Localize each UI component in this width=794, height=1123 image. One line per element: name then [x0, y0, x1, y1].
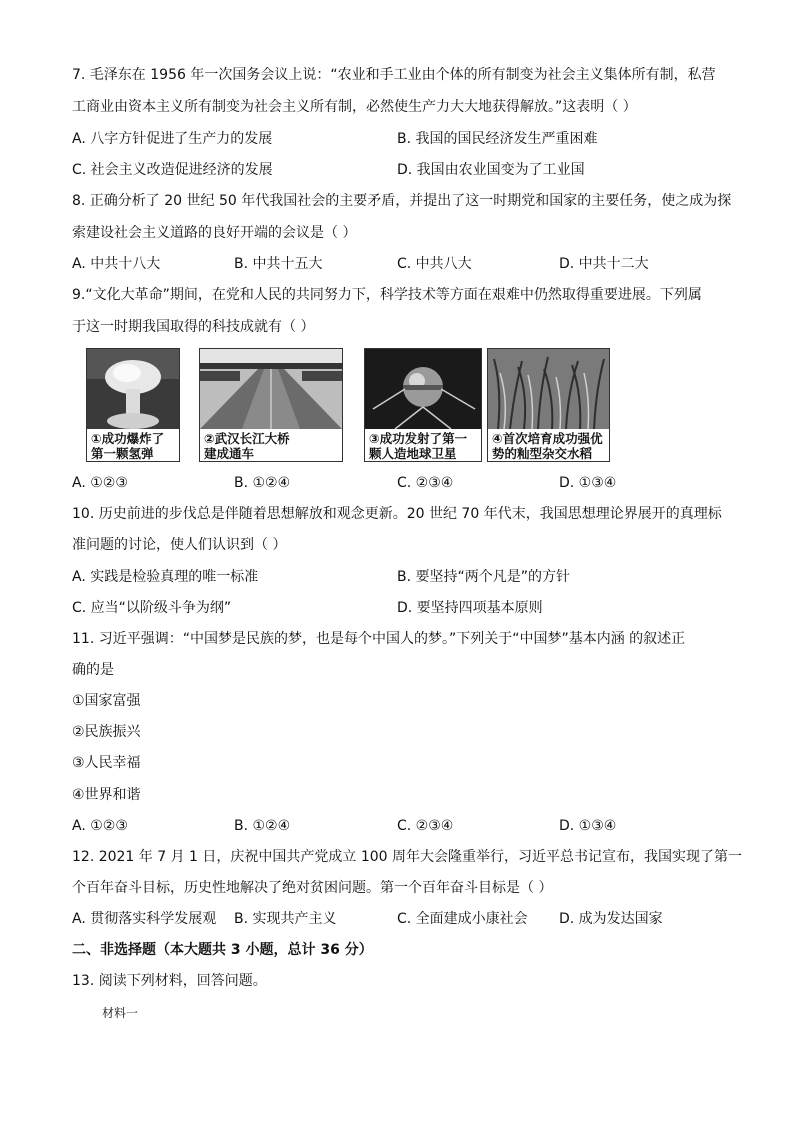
bridge-image	[200, 349, 342, 429]
q7-stem-line2: 工商业由资本主义所有制变为社会主义所有制，必然使生产力大大地获得解放。”这表明（ ）	[72, 99, 637, 115]
q11-item-4: ④世界和谐	[72, 787, 141, 803]
q7-option-d: D. 我国由农业国变为了工业国	[397, 162, 585, 178]
q9-picture4-caption-line2: 势的籼型杂交水稻	[492, 446, 593, 461]
q11-item-3: ③人民幸福	[72, 755, 141, 771]
q11-stem-line2: 确的是	[72, 662, 114, 678]
q9-option-d: D. ①③④	[559, 475, 617, 491]
q12-option-d: D. 成为发达国家	[559, 911, 663, 927]
q10-stem-line1: 10. 历史前进的步伐总是伴随着思想解放和观念更新。20 世纪 70 年代末，我国思想理论界展开的真理标	[72, 506, 722, 522]
q11-item-2: ②民族振兴	[72, 724, 141, 740]
q11-item-1: ①国家富强	[72, 693, 141, 709]
section-heading: 二、非选择题（本大题共 3 小题，总计 36 分）	[72, 942, 373, 958]
q13-material-label: 材料一	[102, 1006, 139, 1020]
q12-stem-line1: 12. 2021 年 7 月 1 日，庆祝中国共产党成立 100 周年大会隆重举行，习近平总书记宣布，我国实现了第一	[72, 849, 743, 865]
q7-stem-line1: 7. 毛泽东在 1956 年一次国务会议上说：“农业和手工业由个体的所有制变为社会主义集体所有制，私营	[72, 67, 716, 83]
q9-picture1-caption-line1: ①成功爆炸了	[91, 431, 165, 446]
q8-stem-line1: 8. 正确分析了 20 世纪 50 年代我国社会的主要矛盾，并提出了这一时期党和国家的主要任务，使之成为探	[72, 193, 732, 209]
q13-stem: 13. 阅读下列材料，回答问题。	[72, 973, 267, 989]
q9-picture4-caption-line1: ④首次培育成功强优	[492, 431, 603, 446]
q9-picture3-caption-line2: 颗人造地球卫星	[369, 446, 457, 461]
q9-option-a: A. ①②③	[72, 475, 128, 491]
q9-picture-hydrogen-bomb	[86, 348, 180, 462]
q9-picture2-caption-line2: 建成通车	[204, 446, 255, 461]
q8-option-a: A. 中共十八大	[72, 256, 161, 272]
q8-stem-line2: 索建设社会主义道路的良好开端的会议是（ ）	[72, 225, 357, 241]
q8-option-b: B. 中共十五大	[234, 256, 323, 272]
mushroom-cloud-image	[87, 349, 179, 429]
q11-option-b: B. ①②④	[234, 818, 291, 834]
q10-option-d: D. 要坚持四项基本原则	[397, 600, 543, 616]
q12-option-b: B. 实现共产主义	[234, 911, 337, 927]
q11-stem-line1: 11. 习近平强调：“中国梦是民族的梦，也是每个中国人的梦。”下列关于“中国梦”基本内涵 的叙述正	[72, 631, 686, 647]
q7-option-c: C. 社会主义改造促进经济的发展	[72, 162, 273, 178]
q8-option-d: D. 中共十二大	[559, 256, 649, 272]
q12-option-c: C. 全面建成小康社会	[397, 911, 528, 927]
q9-picture2-caption-line1: ②武汉长江大桥	[204, 431, 290, 446]
q9-stem-line2: 于这一时期我国取得的科技成就有（ ）	[72, 319, 315, 335]
satellite-image	[365, 349, 481, 429]
q9-picture1-caption-line2: 第一颗氢弹	[91, 446, 154, 461]
q9-option-c: C. ②③④	[397, 475, 454, 491]
q8-option-c: C. 中共八大	[397, 256, 472, 272]
q7-option-a: A. 八字方针促进了生产力的发展	[72, 131, 273, 147]
q12-option-a: A. 贯彻落实科学发展观	[72, 911, 217, 927]
q9-picture-wuhan-bridge	[199, 348, 343, 462]
q10-stem-line2: 准问题的讨论，使人们认识到（ ）	[72, 537, 287, 553]
q7-option-b: B. 我国的国民经济发生严重困难	[397, 131, 598, 147]
q9-option-b: B. ①②④	[234, 475, 291, 491]
rice-field-image	[488, 349, 609, 429]
q9-picture3-caption-line1: ③成功发射了第一	[369, 431, 468, 446]
q10-option-c: C. 应当“以阶级斗争为纲”	[72, 600, 232, 616]
q9-stem-line1: 9.“文化大革命”期间，在党和人民的共同努力下，科学技术等方面在艰难中仍然取得重要进展。下列属	[72, 287, 702, 303]
q10-option-b: B. 要坚持“两个凡是”的方针	[397, 569, 571, 585]
q12-stem-line2: 个百年奋斗目标，历史性地解决了绝对贫困问题。第一个百年奋斗目标是（ ）	[72, 880, 553, 896]
q10-option-a: A. 实践是检验真理的唯一标准	[72, 569, 259, 585]
q11-option-d: D. ①③④	[559, 818, 617, 834]
q11-option-a: A. ①②③	[72, 818, 128, 834]
q11-option-c: C. ②③④	[397, 818, 454, 834]
q9-picture-hybrid-rice	[487, 348, 610, 462]
q9-picture-satellite	[364, 348, 482, 462]
